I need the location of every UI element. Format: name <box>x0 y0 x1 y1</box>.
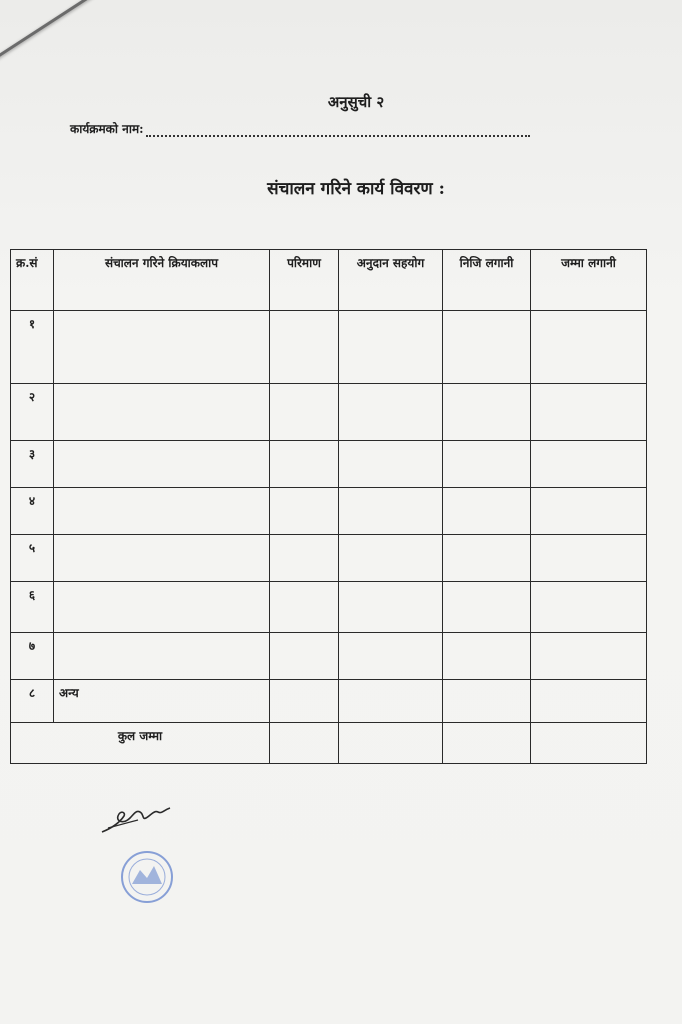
quantity-total-cell <box>270 723 339 764</box>
stamp-text-line: ​ <box>162 812 170 825</box>
row-number: १ <box>11 311 54 384</box>
column-header: परिमाण <box>270 250 339 311</box>
private-investment-cell <box>443 633 531 680</box>
activity-cell <box>54 582 270 633</box>
row-number: ५ <box>11 535 54 582</box>
private-investment-total-cell <box>443 723 531 764</box>
quantity-cell <box>270 384 339 441</box>
activity-cell <box>54 384 270 441</box>
activity-cell: अन्य <box>54 680 270 723</box>
grant-cell <box>339 488 443 535</box>
quantity-cell <box>270 311 339 384</box>
schedule-title: अनुसुची २ <box>327 93 385 111</box>
private-investment-cell <box>443 535 531 582</box>
column-header: क्र.सं <box>11 250 54 311</box>
grant-cell <box>339 441 443 488</box>
row-number: ७ <box>11 633 54 680</box>
grant-cell <box>339 311 443 384</box>
private-investment-cell <box>443 680 531 723</box>
total-investment-cell <box>531 441 647 488</box>
private-investment-cell <box>443 488 531 535</box>
total-row <box>11 723 647 764</box>
table-row <box>11 535 647 582</box>
grant-total-cell <box>339 723 443 764</box>
grant-cell <box>339 582 443 633</box>
section-heading: संचालन गरिने कार्य विवरण : <box>267 179 445 199</box>
column-header: संचालन गरिने क्रियाकलाप <box>54 250 270 311</box>
quantity-cell <box>270 680 339 723</box>
activity-cell <box>54 535 270 582</box>
activity-cell <box>54 441 270 488</box>
total-investment-cell <box>531 535 647 582</box>
column-header: अनुदान सहयोग <box>339 250 443 311</box>
official-seal-icon <box>118 848 176 906</box>
grant-cell <box>339 633 443 680</box>
table-row <box>11 488 647 535</box>
table-header-row <box>11 250 647 311</box>
row-number: ४ <box>11 488 54 535</box>
program-name-label: कार्यक्रमको नाम: <box>70 122 144 136</box>
total-investment-cell <box>531 633 647 680</box>
table-row <box>11 441 647 488</box>
quantity-cell <box>270 488 339 535</box>
total-investment-cell <box>531 582 647 633</box>
total-investment-cell <box>531 384 647 441</box>
table-row <box>11 680 647 723</box>
private-investment-cell <box>443 441 531 488</box>
activity-cell <box>54 311 270 384</box>
signature-mark <box>98 798 178 838</box>
private-investment-cell <box>443 384 531 441</box>
table-row <box>11 311 647 384</box>
grant-cell <box>339 535 443 582</box>
grant-cell <box>339 384 443 441</box>
total-investment-cell <box>531 488 647 535</box>
total-investment-total-cell <box>531 723 647 764</box>
row-number: २ <box>11 384 54 441</box>
program-name-line <box>70 120 530 137</box>
quantity-cell <box>270 535 339 582</box>
program-name-blank <box>146 125 530 137</box>
row-number: ६ <box>11 582 54 633</box>
private-investment-cell <box>443 582 531 633</box>
table-row <box>11 582 647 633</box>
column-header: जम्मा लगानी <box>531 250 647 311</box>
quantity-cell <box>270 633 339 680</box>
activity-table <box>10 249 647 764</box>
table-row <box>11 633 647 680</box>
row-number: ८ <box>11 680 54 723</box>
quantity-cell <box>270 582 339 633</box>
grant-cell <box>339 680 443 723</box>
total-label: कुल जम्मा <box>11 723 270 764</box>
activity-cell <box>54 488 270 535</box>
quantity-cell <box>270 441 339 488</box>
paper-fold-shadow <box>0 0 150 63</box>
row-number: ३ <box>11 441 54 488</box>
total-investment-cell <box>531 311 647 384</box>
total-investment-cell <box>531 680 647 723</box>
column-header: निजि लगानी <box>443 250 531 311</box>
activity-cell <box>54 633 270 680</box>
private-investment-cell <box>443 311 531 384</box>
table-row <box>11 384 647 441</box>
